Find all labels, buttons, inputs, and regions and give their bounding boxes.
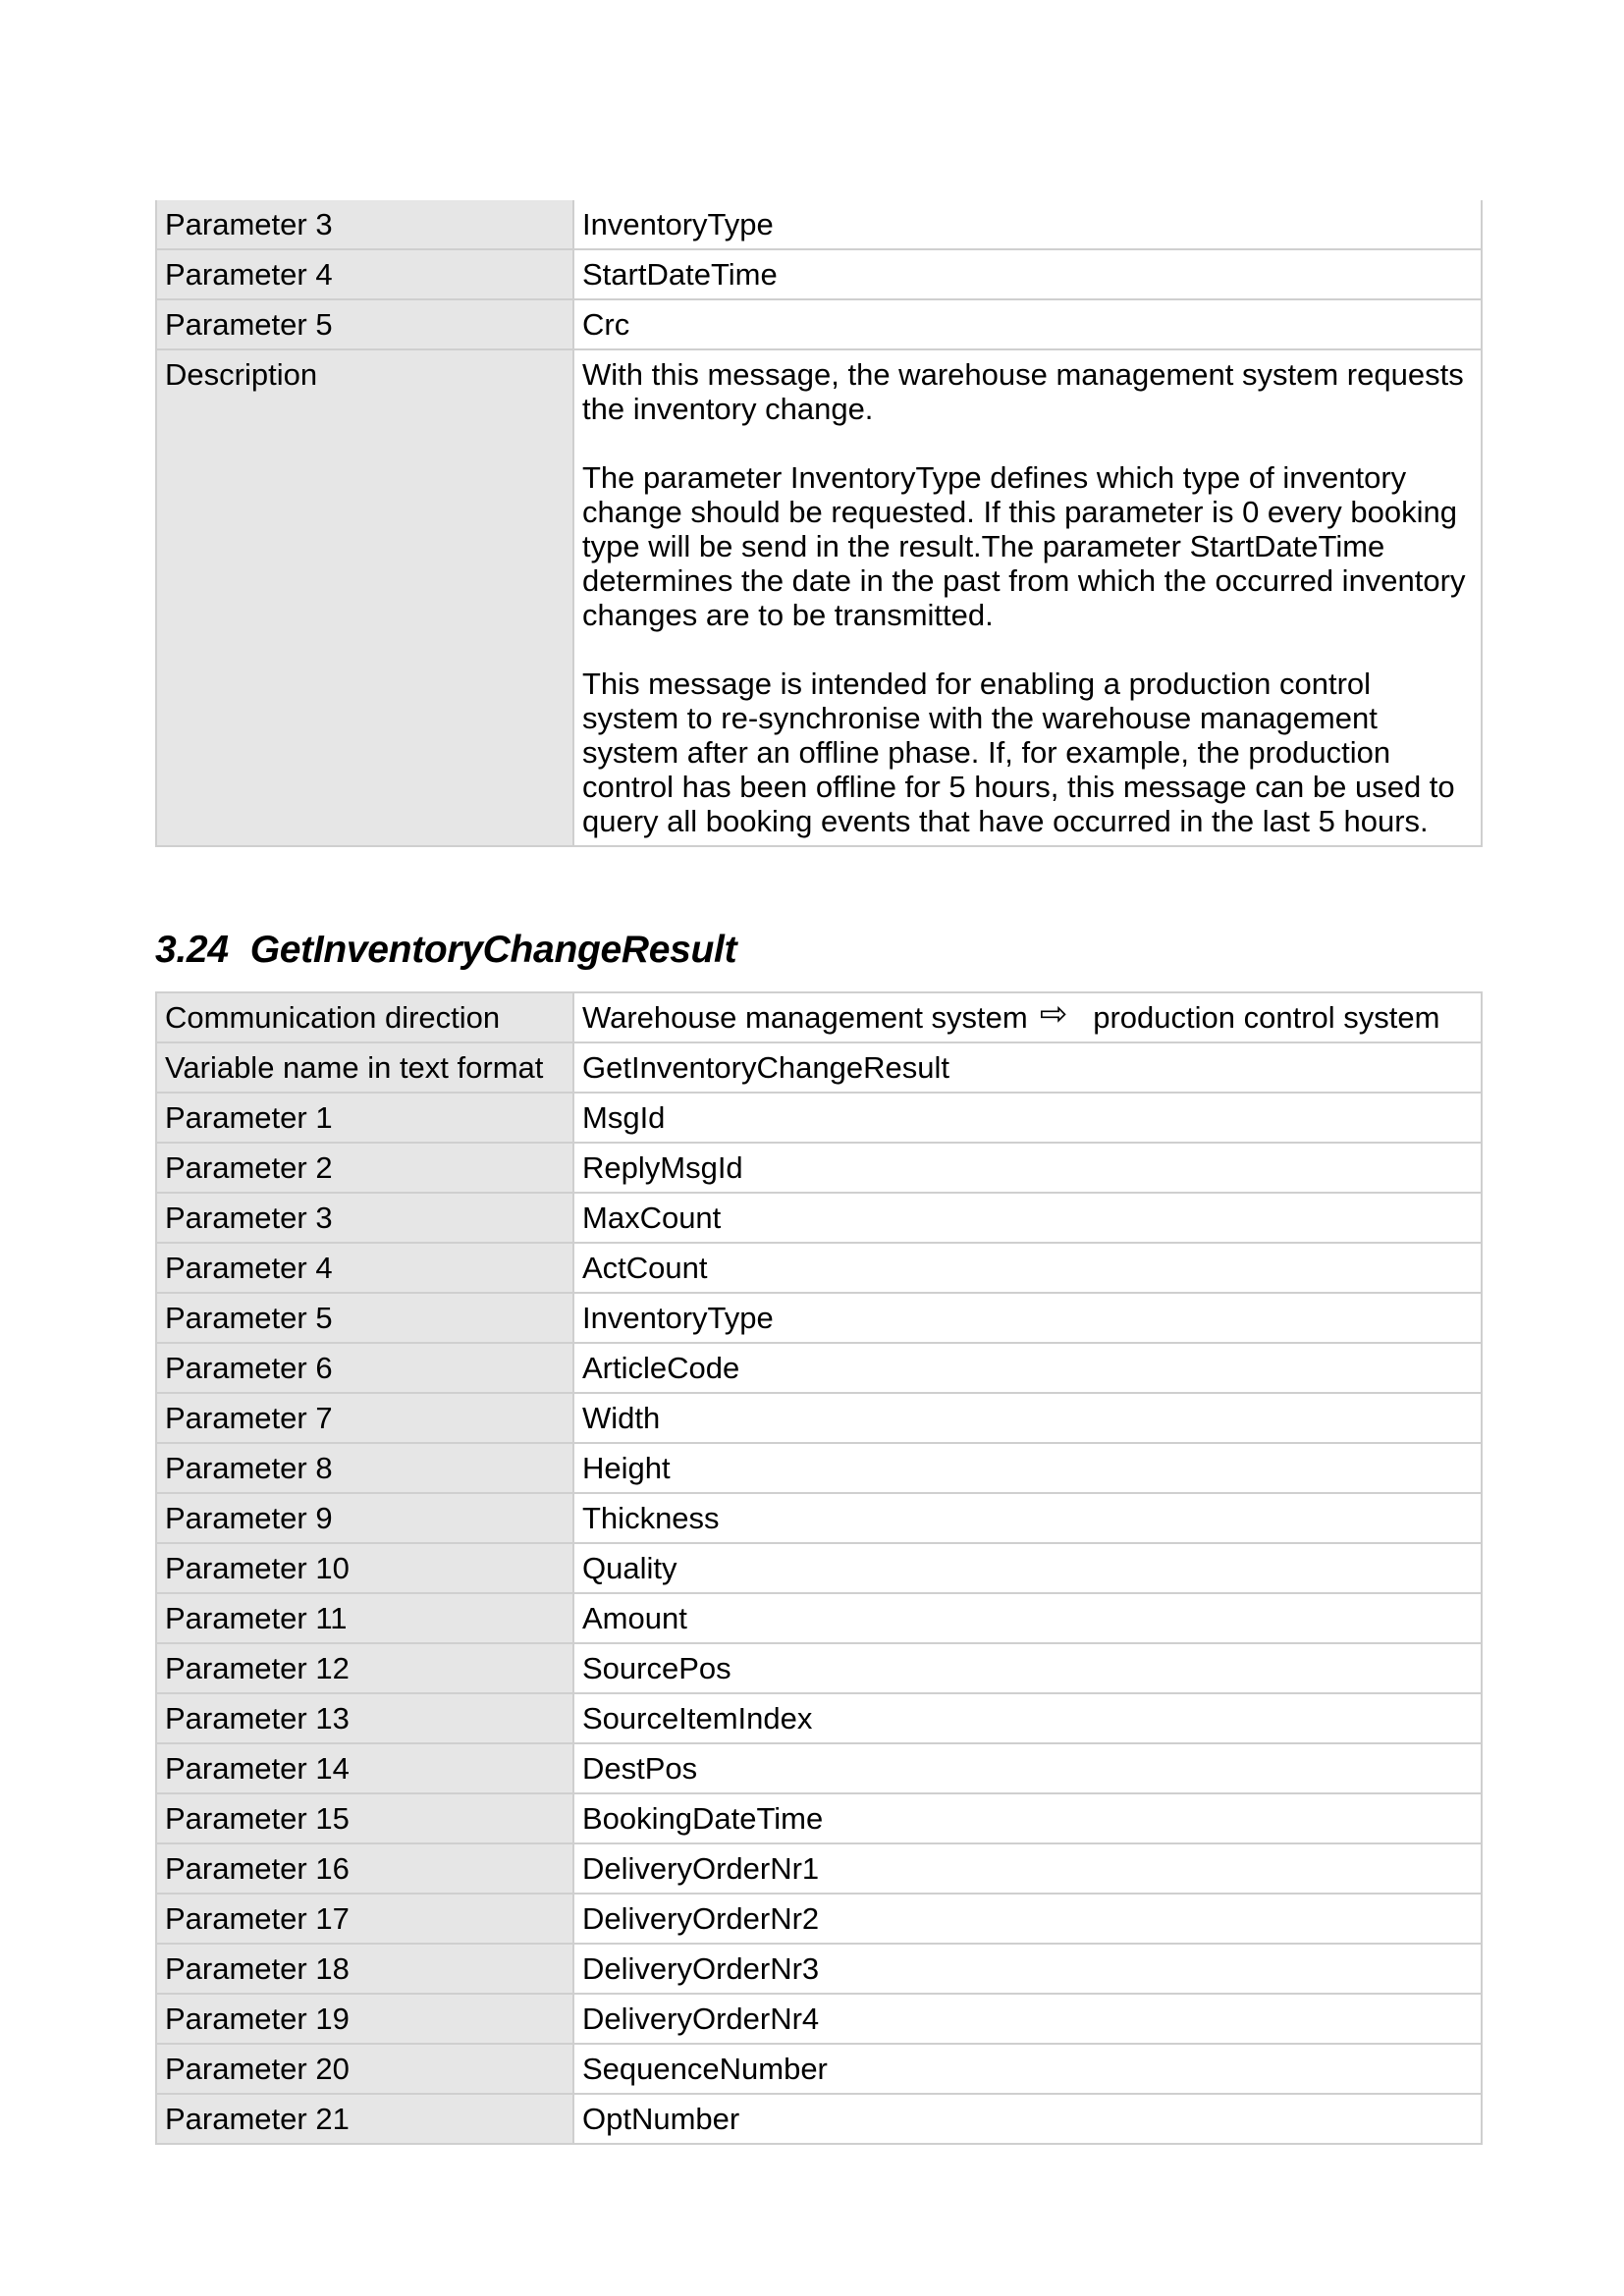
section-number: 3.24 xyxy=(155,929,229,971)
table-row xyxy=(156,200,1482,249)
row-value: InventoryType xyxy=(573,1293,1482,1343)
row-value: SequenceNumber xyxy=(573,2044,1482,2094)
row-label: Parameter 6 xyxy=(156,1343,573,1393)
table-row xyxy=(156,1042,1482,1093)
row-value: Amount xyxy=(573,1593,1482,1643)
table-row xyxy=(156,1343,1482,1393)
table-row xyxy=(156,1243,1482,1293)
row-value: SourcePos xyxy=(573,1643,1482,1693)
row-label: Parameter 20 xyxy=(156,2044,573,2094)
row-value: GetInventoryChangeResult xyxy=(573,1042,1482,1093)
description-paragraph: This message is intended for enabling a production control system to re-synchronise with the warehouse management system after an offline phase. If, for example, the production control has been offline for 5 hours, this message can be used to query all booking events that have occurred in the last 5 hours. xyxy=(582,667,1455,838)
row-value: OptNumber xyxy=(573,2094,1482,2144)
row-label: Parameter 3 xyxy=(156,1193,573,1243)
direction-row xyxy=(156,992,1482,1042)
row-label: Parameter 7 xyxy=(156,1393,573,1443)
row-value: Crc xyxy=(573,299,1482,349)
description-paragraph: The parameter InventoryType defines which type of inventory change should be requested. If this parameter is 0 every booking type will be send in the result.The parameter StartDateTime determines the date in the past from which the occurred inventory changes are to be transmitted. xyxy=(582,460,1466,632)
table-row xyxy=(156,2044,1482,2094)
message-parameter-table xyxy=(155,991,1483,2145)
table-row xyxy=(156,1493,1482,1543)
row-label: Parameter 11 xyxy=(156,1593,573,1643)
row-value: Quality xyxy=(573,1543,1482,1593)
table-row xyxy=(156,1994,1482,2044)
row-value: Height xyxy=(573,1443,1482,1493)
section-title: GetInventoryChangeResult xyxy=(249,929,737,971)
row-value: InventoryType xyxy=(573,200,1482,249)
row-label: Parameter 18 xyxy=(156,1944,573,1994)
row-label: Parameter 15 xyxy=(156,1793,573,1843)
row-value: ReplyMsgId xyxy=(573,1143,1482,1193)
row-label: Variable name in text format xyxy=(156,1042,573,1093)
table-row xyxy=(156,1143,1482,1193)
table-row xyxy=(156,1193,1482,1243)
row-label: Parameter 3 xyxy=(156,200,573,249)
row-label: Parameter 4 xyxy=(156,249,573,299)
row-value: Width xyxy=(573,1393,1482,1443)
table-row xyxy=(156,1944,1482,1994)
section-heading xyxy=(155,927,736,974)
row-label: Parameter 8 xyxy=(156,1443,573,1493)
row-label: Parameter 2 xyxy=(156,1143,573,1193)
row-value: ArticleCode xyxy=(573,1343,1482,1393)
description-row xyxy=(156,349,1482,846)
table-row xyxy=(156,2094,1482,2144)
row-label: Parameter 5 xyxy=(156,299,573,349)
description-text xyxy=(573,349,1482,846)
row-value: DeliveryOrderNr1 xyxy=(573,1843,1482,1894)
table-row xyxy=(156,1743,1482,1793)
table-row xyxy=(156,1543,1482,1593)
row-value: Thickness xyxy=(573,1493,1482,1543)
direction-from: Warehouse management system xyxy=(582,1000,1028,1035)
row-label: Parameter 9 xyxy=(156,1493,573,1543)
table-row xyxy=(156,1894,1482,1944)
table-row xyxy=(156,1793,1482,1843)
table-row xyxy=(156,1443,1482,1493)
table-row xyxy=(156,1293,1482,1343)
row-value: StartDateTime xyxy=(573,249,1482,299)
row-value: DeliveryOrderNr3 xyxy=(573,1944,1482,1994)
row-label: Communication direction xyxy=(156,992,573,1042)
row-value: DeliveryOrderNr2 xyxy=(573,1894,1482,1944)
description-label: Description xyxy=(156,349,573,846)
message-parameter-table-continued xyxy=(155,200,1483,847)
row-label: Parameter 4 xyxy=(156,1243,573,1293)
row-value: MaxCount xyxy=(573,1193,1482,1243)
row-value: MsgId xyxy=(573,1093,1482,1143)
description-paragraph: With this message, the warehouse management system requests the inventory change. xyxy=(582,357,1464,426)
direction-value xyxy=(573,992,1482,1042)
row-value: SourceItemIndex xyxy=(573,1693,1482,1743)
row-value: DeliveryOrderNr4 xyxy=(573,1994,1482,2044)
row-label: Parameter 5 xyxy=(156,1293,573,1343)
table-row xyxy=(156,1093,1482,1143)
row-label: Parameter 17 xyxy=(156,1894,573,1944)
row-label: Parameter 10 xyxy=(156,1543,573,1593)
row-label: Parameter 1 xyxy=(156,1093,573,1143)
row-value: BookingDateTime xyxy=(573,1793,1482,1843)
row-value: ActCount xyxy=(573,1243,1482,1293)
row-label: Parameter 13 xyxy=(156,1693,573,1743)
table-row xyxy=(156,299,1482,349)
table-row xyxy=(156,1843,1482,1894)
table-row xyxy=(156,1643,1482,1693)
table-row xyxy=(156,1393,1482,1443)
row-label: Parameter 14 xyxy=(156,1743,573,1793)
row-label: Parameter 16 xyxy=(156,1843,573,1894)
row-value: DestPos xyxy=(573,1743,1482,1793)
direction-to: production control system xyxy=(1093,1000,1440,1035)
table-row xyxy=(156,249,1482,299)
right-arrow-icon: ⇨ xyxy=(1039,995,1068,1033)
table-row xyxy=(156,1693,1482,1743)
row-label: Parameter 12 xyxy=(156,1643,573,1693)
table-row xyxy=(156,1593,1482,1643)
row-label: Parameter 19 xyxy=(156,1994,573,2044)
row-label: Parameter 21 xyxy=(156,2094,573,2144)
